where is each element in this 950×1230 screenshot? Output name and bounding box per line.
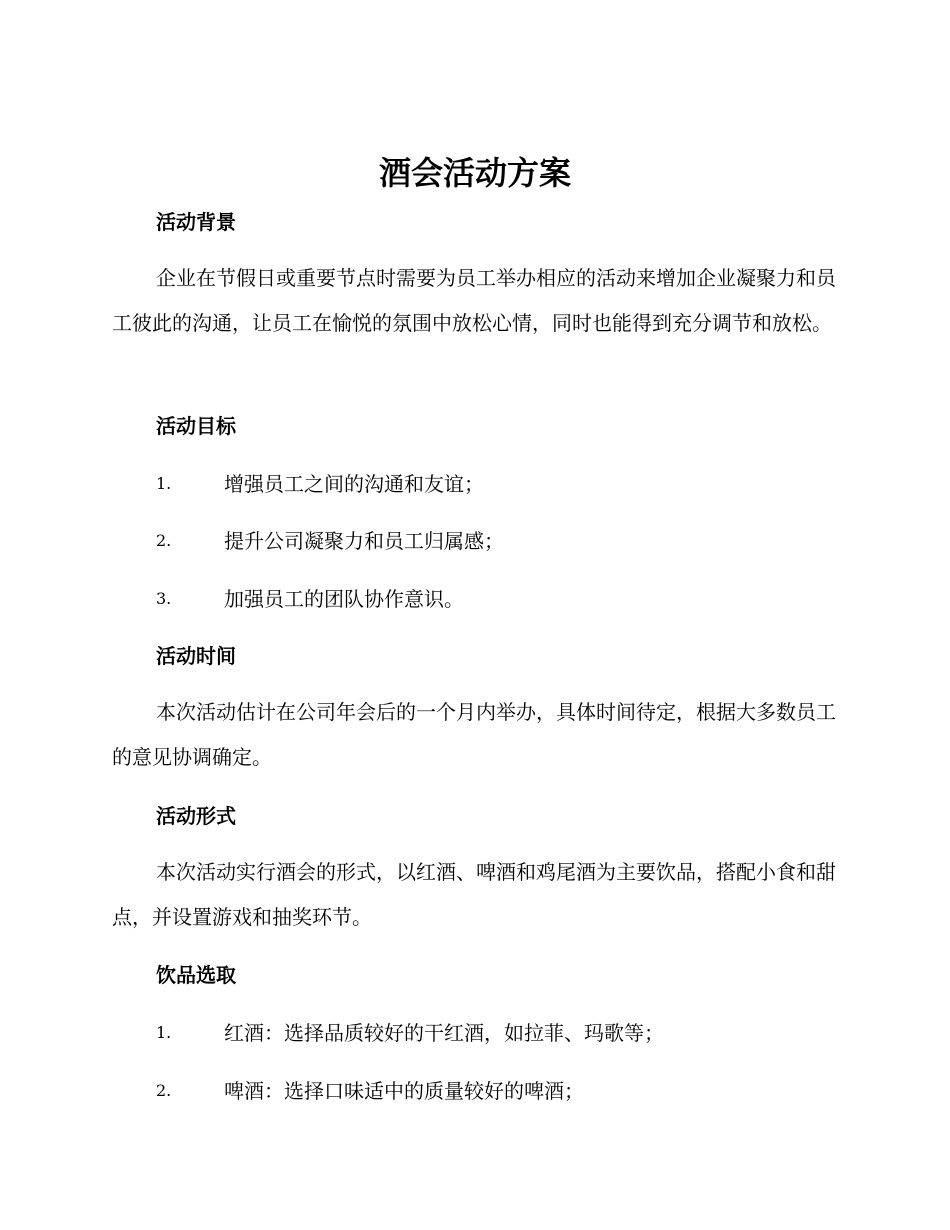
list-item-number: 2. [156, 531, 172, 550]
list-item: 啤酒：选择口味适中的质量较好的啤酒； [224, 1079, 584, 1103]
section-heading-goals: 活动目标 [156, 414, 236, 438]
section-heading-background: 活动背景 [156, 210, 236, 234]
list-item: 增强员工之间的沟通和友谊； [224, 472, 484, 496]
list-item: 提升公司凝聚力和员工归属感； [224, 529, 504, 553]
paragraph-time: 本次活动估计在公司年会后的一个月内举办，具体时间待定，根据大多数员工的意见协调确定。 [112, 700, 836, 769]
section-heading-drinks: 饮品选取 [156, 963, 236, 987]
list-item-number: 2. [156, 1081, 172, 1100]
list-item: 加强员工的团队协作意识。 [224, 587, 464, 611]
list-item-number: 3. [156, 589, 172, 608]
document-title: 酒会活动方案 [378, 154, 571, 192]
list-item-number: 1. [156, 474, 172, 493]
section-heading-format: 活动形式 [156, 804, 236, 828]
section-heading-time: 活动时间 [156, 644, 236, 668]
list-item-number: 1. [156, 1023, 172, 1042]
paragraph-format: 本次活动实行酒会的形式，以红酒、啤酒和鸡尾酒为主要饮品，搭配小食和甜点，并设置游戏和抽奖环节。 [112, 860, 836, 929]
paragraph-background: 企业在节假日或重要节点时需要为员工举办相应的活动来增加企业凝聚力和员工彼此的沟通，让员工在愉悦的氛围中放松心情，同时也能得到充分调节和放松。 [112, 266, 836, 335]
list-item: 红酒：选择品质较好的干红酒，如拉菲、玛歌等； [224, 1021, 664, 1045]
